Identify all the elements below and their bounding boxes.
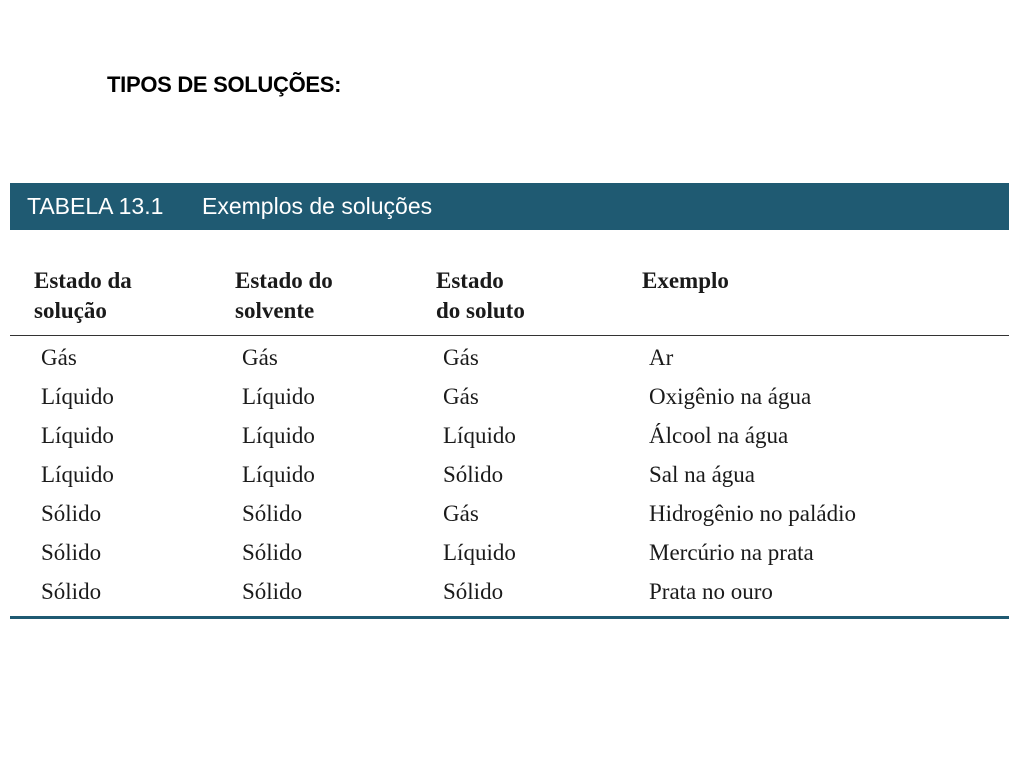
cell-solvent-state: Líquido: [242, 423, 315, 448]
solutions-table: [10, 230, 1009, 616]
cell-example: Ar: [649, 345, 674, 370]
cell-solute-state: Gás: [443, 345, 479, 370]
cell-solution-state: Líquido: [41, 384, 114, 409]
cell-solute-state: Líquido: [443, 540, 516, 565]
cell-solution-state: Sólido: [41, 540, 102, 565]
cell-solvent-state: Sólido: [242, 579, 303, 604]
cell-example: Hidrogênio no paládio: [649, 501, 856, 526]
cell-solution-state: Gás: [41, 345, 77, 370]
table-bottom-rule: [10, 616, 1009, 619]
table-header: [10, 230, 1009, 336]
cell-example: Oxigênio na água: [649, 384, 812, 409]
header-solvent-state-line1: Estado do: [235, 268, 333, 293]
cell-solute-state: Gás: [443, 384, 479, 409]
cell-example: Mercúrio na prata: [649, 540, 814, 565]
cell-solute-state: Gás: [443, 501, 479, 526]
cell-solute-state: Líquido: [443, 423, 516, 448]
header-solute-state: [436, 230, 642, 336]
cell-solution-state: Líquido: [41, 423, 114, 448]
cell-solute-state: Sólido: [443, 579, 504, 604]
table-caption-bar: [10, 183, 1009, 230]
header-solute-state-line1: Estado: [436, 268, 504, 293]
cell-solvent-state: Sólido: [242, 540, 303, 565]
header-solvent-state-line2: solvente: [235, 298, 315, 323]
table-body: [10, 336, 1009, 617]
cell-solvent-state: Líquido: [242, 462, 315, 487]
header-solution-state: [10, 230, 235, 336]
table-row: [10, 416, 1009, 455]
page-title: TIPOS DE SOLUÇÕES:: [107, 72, 342, 97]
header-example: [642, 230, 1009, 336]
table-caption-number: TABELA 13.1: [27, 193, 164, 219]
cell-solvent-state: Gás: [242, 345, 278, 370]
cell-solution-state: Líquido: [41, 462, 114, 487]
cell-solvent-state: Sólido: [242, 501, 303, 526]
cell-solvent-state: Líquido: [242, 384, 315, 409]
cell-solute-state: Sólido: [443, 462, 504, 487]
table-row: [10, 336, 1009, 378]
header-solution-state-line2: solução: [34, 298, 107, 323]
solutions-table-block: [10, 183, 1009, 619]
table-header-row: [10, 230, 1009, 336]
table-row: [10, 455, 1009, 494]
table-caption-text: Exemplos de soluções: [202, 193, 433, 219]
cell-example: Prata no ouro: [649, 579, 773, 604]
cell-solution-state: Sólido: [41, 579, 102, 604]
table-row: [10, 533, 1009, 572]
header-solute-state-line2: do soluto: [436, 298, 525, 323]
header-example-label: Exemplo: [642, 268, 729, 293]
header-solvent-state: [235, 230, 436, 336]
cell-solution-state: Sólido: [41, 501, 102, 526]
table-row: [10, 572, 1009, 616]
table-row: [10, 377, 1009, 416]
header-solution-state-line1: Estado da: [34, 268, 132, 293]
table-row: [10, 494, 1009, 533]
cell-example: Sal na água: [649, 462, 756, 487]
cell-example: Álcool na água: [649, 423, 789, 448]
